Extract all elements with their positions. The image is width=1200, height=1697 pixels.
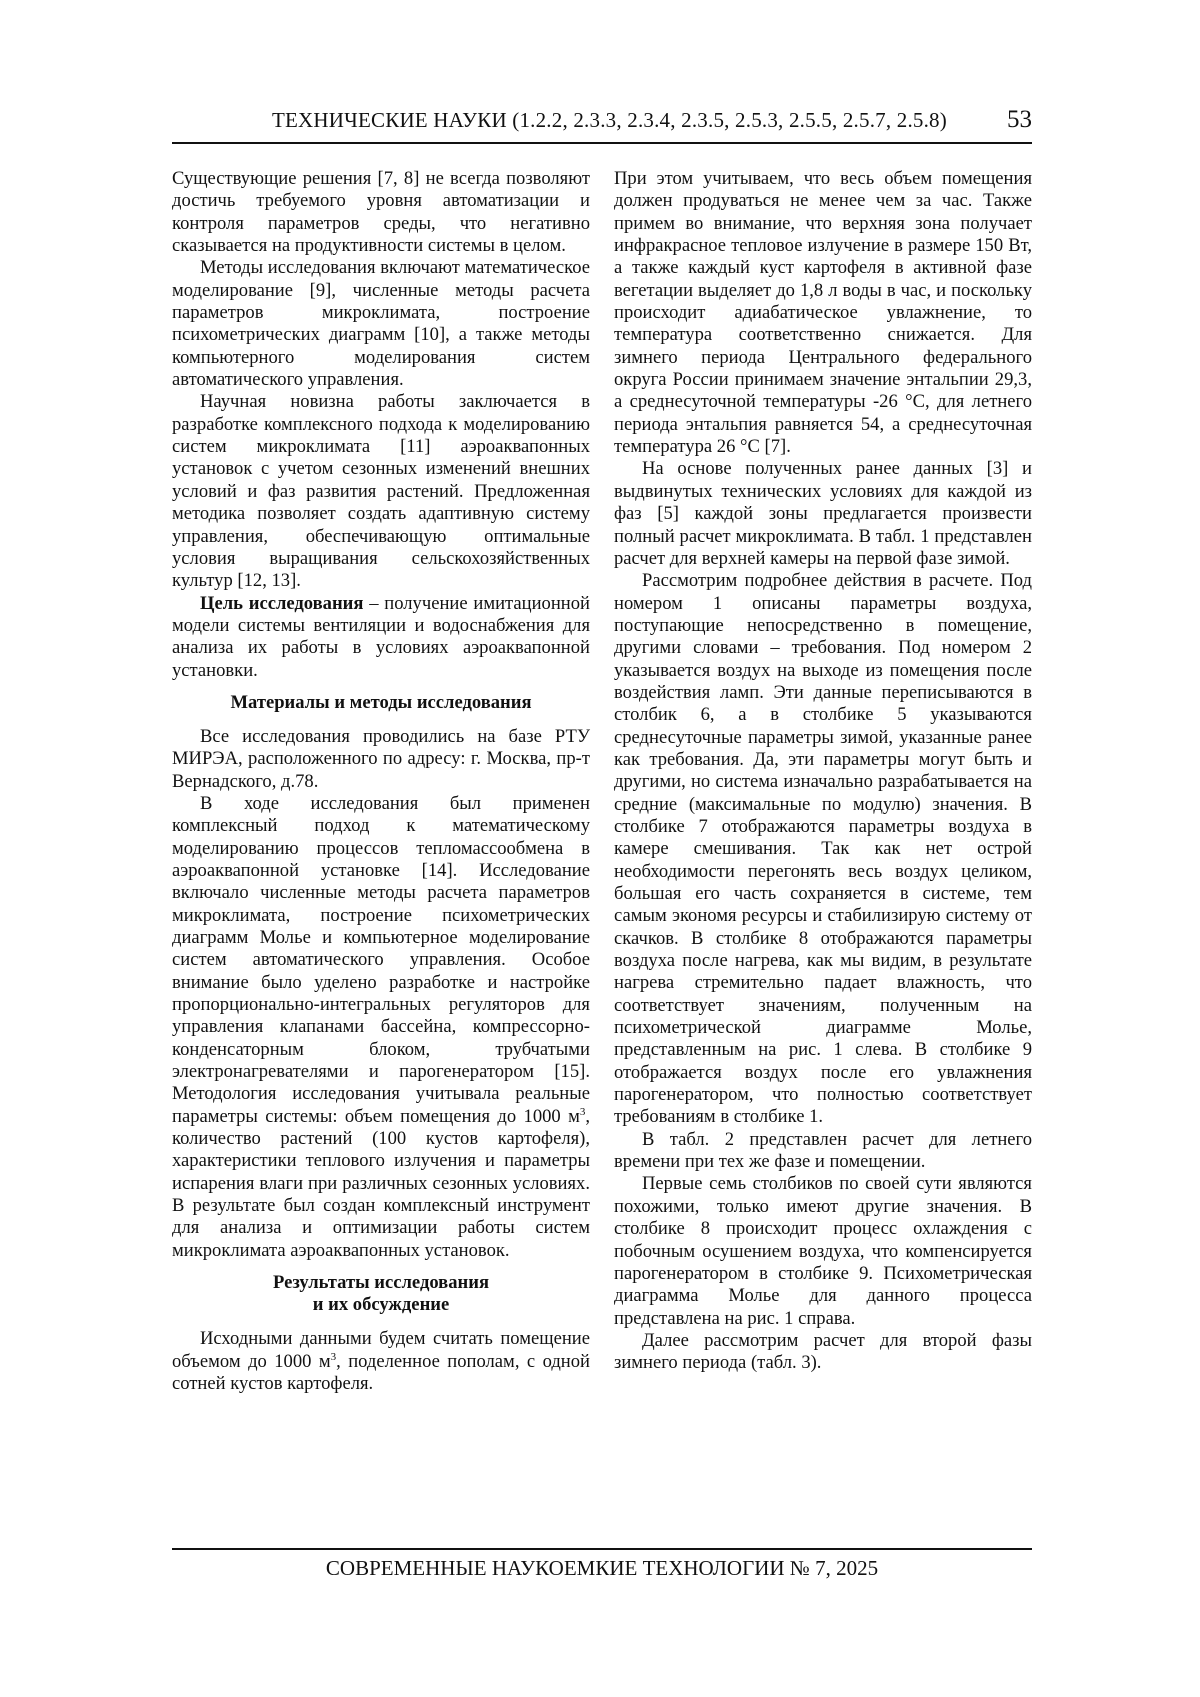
heading-line: и их обсуждение [312,1294,450,1316]
text-run: В ходе исследования был применен комплексный подход к математическому моделированию процессов тепломассообмена в аэроаквапонной установке [14]. Исследование включало численные методы расчета параметров микроклимата, построение психометрических диаграмм Молье и компьютерное моделирование систем автоматического управления. Особое внимание было уделено разработке и настройке пропорционально-интегральных регуляторов для управления клапанами бассейна, компрессорно-конденсаторным блоком, трубчатыми электронагревателями и парогенератором [15]. Методология исследования учитывала реальные параметры системы: объем помещения до 1000 м [172,792,590,1127]
section-heading-results [172,1272,590,1316]
paragraph: Все исследования проводились на базе РТУ МИРЭА, расположенного по адресу: г. Москва, пр-т Вернадского, д.78. [172,725,590,792]
text-run: , поделенное пополам, с одной сотней кустов картофеля. [172,1350,591,1394]
paragraph: Методы исследования включают математическое моделирование [9], численные методы расчета параметров микроклимата, построение психометрических диаграмм [10], а также методы компьютерного моделирования систем автоматического управления. [172,257,590,391]
text-run: , количество растений (100 кустов картофеля), характеристики теплового излучения и параметры испарения влаги при различных сезонных условиях. В результате был создан комплексный инструмент для анализа и оптимизации работы систем микроклимата аэроаквапонных установок. [172,1105,590,1261]
paragraph: При этом учитываем, что весь объем помещения должен продуваться не менее чем за час. Также примем во внимание, что верхняя зона получает инфракрасное тепловое излучение в размере 150 Вт, а также каждый куст картофеля в активной фазе вегетации выделяет до 1,8 л воды в час, и поскольку происходит адиабатическое увлажнение, то температура соответственно снижается. Для зимнего периода Центрального федерального округа России принимаем значение энтальпии 29,3, а среднесуточной температуры -26 °С, для летнего периода энтальпия равняется 54, а среднесуточная температура 26 °С [7]. [614,168,1032,458]
paragraph: Далее рассмотрим расчет для второй фазы зимнего периода (табл. 3). [614,1329,1032,1374]
text-run: Исходными данными будем считать помещение объемом до 1000 м [172,1328,590,1372]
journal-section-title: ТЕХНИЧЕСКИЕ НАУКИ (1.2.2, 2.3.3, 2.3.4, 2.3.5, 2.5.3, 2.5.5, 2.5.7, 2.5.8) [272,108,947,132]
superscript: 3 [579,1105,586,1118]
paragraph-methodology [172,793,590,1262]
section-heading-methods: Материалы и методы исследования [230,691,532,713]
paragraph: Существующие решения [7, 8] не всегда позволяют достичь требуемого уровня автоматизации и контроля параметров среды, что негативно сказывается на продуктивности системы в целом. [172,168,590,257]
page-footer [172,1548,1032,1581]
superscript: 3 [330,1350,337,1363]
paragraph: Первые семь столбиков по своей сути являются похожими, только имеют другие значения. В столбике 8 происходит процесс охлаждения с побочным осушением воздуха, что компенсируется парогенератором в столбике 9. Психометрическая диаграмма Молье для данного процесса представлена на рис. 1 справа. [614,1173,1032,1329]
goal-label: Цель исследования [200,592,364,614]
page-header [172,104,1032,144]
page-number: 53 [1007,106,1032,133]
paragraph: В табл. 2 представлен расчет для летнего времени при тех же фазе и помещении. [614,1128,1032,1173]
paragraph: Рассмотрим подробнее действия в расчете. Под номером 1 описаны параметры воздуха, поступающие непосредственно в помещение, другими словами – требования. Под номером 2 указывается воздух на выходе из помещения после воздействия ламп. Эти данные переписываются в столбик 6, а в столбике 5 указываются среднесуточные параметры зимой, указанные ранее как требования. Да, эти параметры могут быть и другими, но система изначально разрабатывается на средние (максимальные по модулю) значения. В столбике 7 отображаются параметры воздуха в камере смешивания. Так как нет острой необходимости перегонять весь воздух целиком, большая его часть сохраняется в системе, тем самым экономя ресурсы и стабилизирую систему от скачков. В столбике 8 отображаются параметры воздуха после нагрева, как мы видим, в результате нагрева стремительно падает влажность, что соответствует значениям, полученным на психометрической диаграмме Молье, представленным на рис. 1 слева. В столбике 9 отображается воздух после его увлажнения парогенератором, что полностью соответствует требованиям в столбике 1. [614,570,1032,1128]
paragraph: Научная новизна работы заключается в разработке комплексного подхода к моделированию систем микроклимата [11] аэроаквапонных установок с учетом сезонных изменений внешних условий и фаз развития растений. Предложенная методика позволяет создать адаптивную систему управления, обеспечивающую оптимальные условия выращивания сельскохозяйственных культур [12, 13]. [172,391,590,592]
journal-name: СОВРЕМЕННЫЕ НАУКОЕМКИЕ ТЕХНОЛОГИИ № 7, 2025 [325,1556,879,1580]
paragraph-goal [172,593,590,682]
paragraph: На основе полученных ранее данных [3] и выдвинутых технических условиях для каждой из фаз [5] каждой зоны предлагается произвести полный расчет микроклимата. В табл. 1 представлен расчет для верхней камеры на первой фазе зимой. [614,458,1032,569]
right-column [614,168,1032,1375]
heading-line: Результаты исследования [272,1272,490,1294]
goal-text: – получение имитационной модели системы вентиляции и водоснабжения для анализа их работы в условиях аэроаквапонной установки. [172,592,590,681]
left-column [172,168,590,1395]
paragraph-initial-data [172,1328,590,1395]
